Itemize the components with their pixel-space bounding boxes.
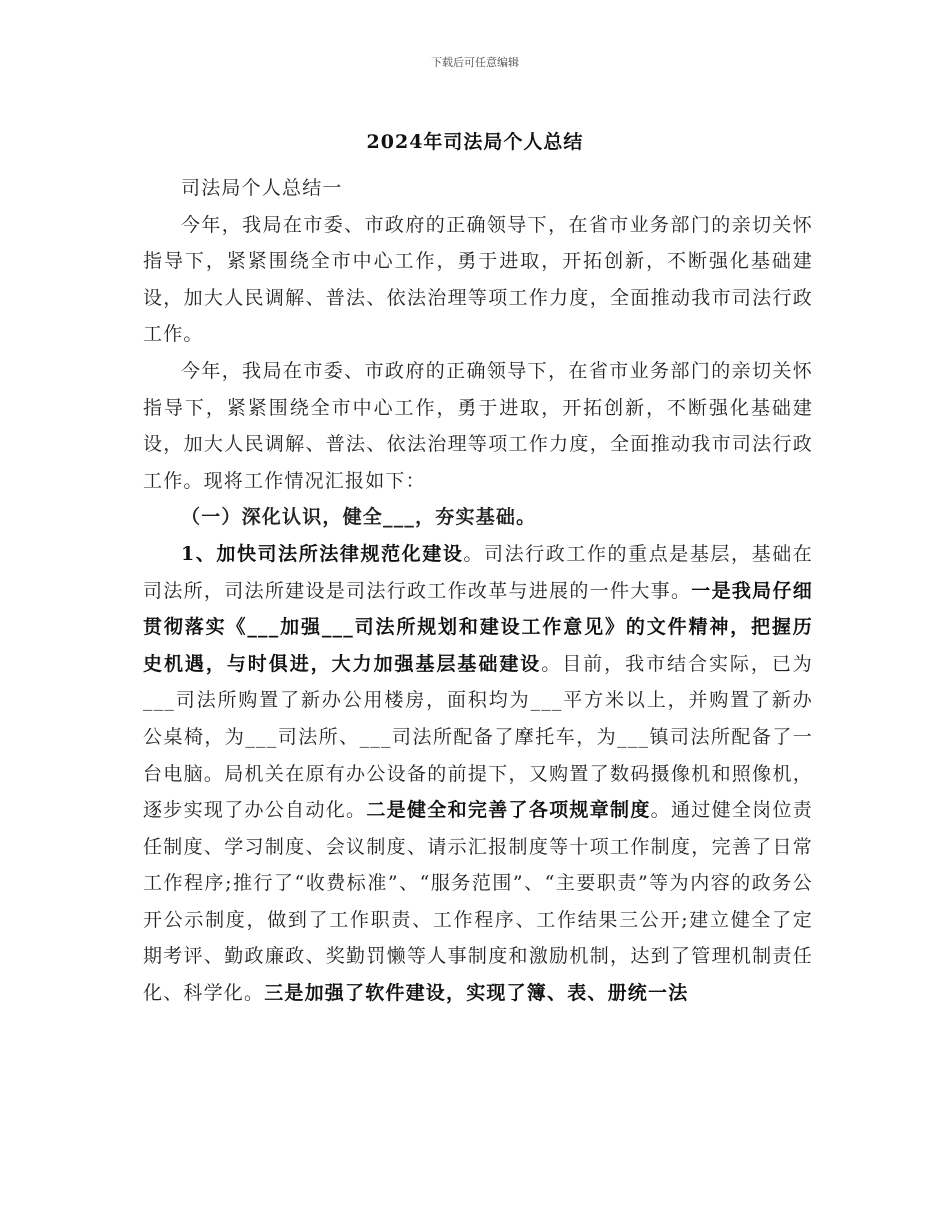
paragraph-1: 今年，我局在市委、市政府的正确领导下，在省市业务部门的亲切关怀指导下，紧紧围绕全市中心工作，勇于进取，开拓创新，不断强化基础建设，加大人民调解、普法、依法治理等项工作力度，全面推动我市司法行政工作。 xyxy=(143,213,813,346)
paragraph-3-bold-1: 1、加快司法所法律规范化建设 xyxy=(181,542,464,565)
paragraph-3-bold-3: 二是健全和完善了各项规章制度 xyxy=(366,799,651,822)
paragraph-3-bold-2: 一是我局仔细贯彻落实《___加强___司法所规划和建设工作意见》的文件精神，把握历史机遇，与时俱进，大力加强基层基础建设 xyxy=(143,579,813,675)
document-title: 2024年司法局个人总结 xyxy=(366,131,584,153)
paragraph-3-bold-4: 三是加强了软件建设，实现了簿、表、册统一法 xyxy=(264,982,689,1005)
section-label: 司法局个人总结一 xyxy=(181,177,343,199)
section-heading-1: （一）深化认识，健全___，夯实基础。 xyxy=(181,506,537,529)
page-header: 下载后可任意编辑 xyxy=(431,56,519,69)
paragraph-3-text-3: 。通过健全岗位责任制度、学习制度、会议制度、请示汇报制度等十项工作制度，完善了日常工作程序;推行了“收费标准”、“服务范围”、“主要职责”等为内容的政务公开公示制度，做到了工作职责、工作程序、工作结果三公开;建立健全了定期考评、勤政廉政、奖勤罚懒等人事制度和激励机制，达到了管理机制责任化、科学化。 xyxy=(143,799,813,1005)
document-body xyxy=(143,170,813,1012)
paragraph-2: 今年，我局在市委、市政府的正确领导下，在省市业务部门的亲切关怀指导下，紧紧围绕全市中心工作，勇于进取，开拓创新，不断强化基础建设，加大人民调解、普法、依法治理等项工作力度，全面推动我市司法行政工作。现将工作情况汇报如下： xyxy=(143,359,813,492)
paragraph-3-text-2: 。目前，我市结合实际，已为___司法所购置了新办公用楼房，面积均为___平方米以上，并购置了新办公桌椅，为___司法所、___司法所配备了摩托车，为___镇司法所配备了一台电脑。局机关在原有办公设备的前提下，又购置了数码摄像机和照像机，逐步实现了办公自动化。 xyxy=(143,652,813,822)
paragraph-3-text-1: 。司法行政工作的重点是基层，基础在司法所，司法所建设是司法行政工作改革与进展的一件大事。 xyxy=(143,542,813,602)
paragraph-3 xyxy=(143,536,813,1012)
